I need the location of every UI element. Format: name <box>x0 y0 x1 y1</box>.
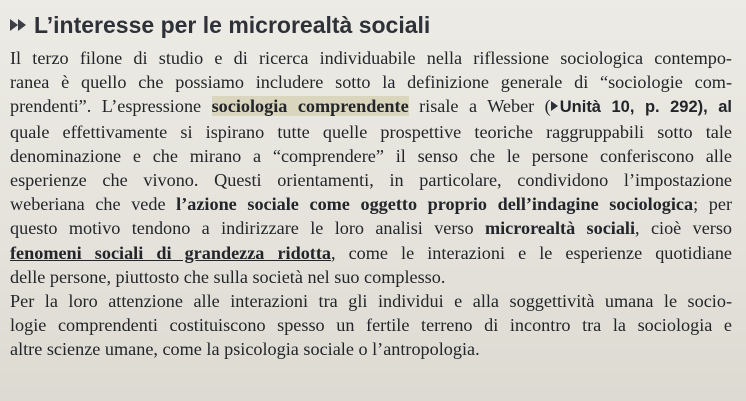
text-span: risale a Weber ( <box>408 96 551 117</box>
text-line <box>10 241 732 265</box>
text-line: Per la loro attenzione alle interazioni tra gli individui e alla soggettività umana le socio- <box>10 291 732 312</box>
bold-term: l’azione sociale come oggetto proprio dell’indagine sociologica <box>176 194 694 215</box>
text-span: , come le interazioni e le esperienze quotidiane <box>331 242 732 263</box>
text-span: ; per <box>693 194 732 215</box>
body-text <box>10 46 732 362</box>
bold-term: microrealtà sociali <box>484 218 636 239</box>
text-line: logie comprendenti costituiscono spesso un fertile terreno di incontro tra la sociologia e <box>10 315 732 336</box>
paragraph-1 <box>10 46 732 289</box>
text-line <box>10 94 732 119</box>
text-line <box>10 192 732 216</box>
bold-term: fenomeni sociali di grandezza ridotta <box>10 242 331 263</box>
text-line: altre scienze umane, come la psicologia sociale o l’antropologia. <box>10 339 480 360</box>
text-span: , cioè verso <box>635 218 732 239</box>
section-heading <box>10 6 732 44</box>
text-line: esperienze che vivono. Questi orientamenti, in particolare, condividono l’impostazione <box>10 170 732 191</box>
cross-reference: Unità 10, p. 292), al <box>551 98 732 116</box>
text-line: denominazione e che mirano a “comprendere” il senso che le persone conferiscono alle <box>10 145 732 166</box>
text-line <box>10 216 732 240</box>
text-span: prendenti”. L’espressione <box>10 96 212 117</box>
pointer-triangle-icon <box>551 101 558 111</box>
text-line: quale effettivamente si ispirano tutte quelle prospettive teoriche raggruppabili sotto tale <box>10 121 732 142</box>
text-line: delle persone, piuttosto che sulla società nel suo complesso. <box>10 266 446 287</box>
text-line: Il terzo filone di studio e di ricerca individuabile nella riflessione sociologica contempo- <box>10 48 732 68</box>
text-line: ranea è quello che possiamo includere sotto la definizione generale di “sociologie com- <box>10 72 732 93</box>
text-span: weberiana che vede <box>10 194 177 215</box>
double-arrow-icon <box>10 19 26 31</box>
text-span: questo motivo tendono a indirizzare le loro analisi verso <box>10 218 485 239</box>
paragraph-2 <box>10 289 732 362</box>
section-title: L’interesse per le microrealtà sociali <box>34 11 431 38</box>
highlighted-term: sociologia comprendente <box>211 96 409 117</box>
